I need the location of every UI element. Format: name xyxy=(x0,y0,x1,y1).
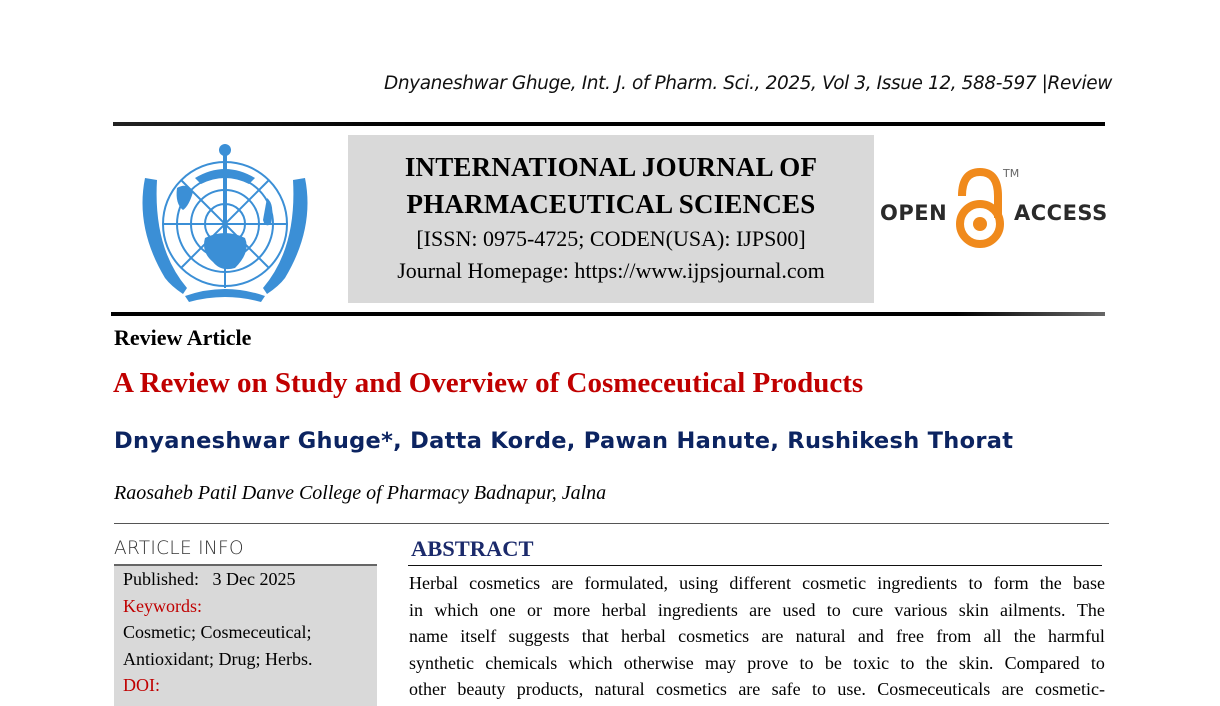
open-access-left: OPEN xyxy=(880,201,948,225)
article-title: A Review on Study and Overview of Cosmeceutical Products xyxy=(113,367,864,399)
open-access-right: ACCESS xyxy=(1014,201,1108,225)
journal-title-line2: PHARMACEUTICAL SCIENCES xyxy=(406,189,816,219)
trademark: TM xyxy=(1003,167,1020,180)
issn-line: [ISSN: 0975-4725; CODEN(USA): IJPS00] xyxy=(416,226,806,251)
journal-title-line1: INTERNATIONAL JOURNAL OF xyxy=(404,152,818,182)
affiliation: Raosaheb Patil Danve College of Pharmacy Badnapur, Jalna xyxy=(114,482,607,504)
abstract-rule xyxy=(408,565,1102,566)
doi-label: DOI: xyxy=(123,675,160,695)
abstract-line: in which one or more herbal ingredients are used to cure various skin ailments. The xyxy=(409,599,1105,620)
section-divider xyxy=(114,523,1109,524)
open-access-logo xyxy=(880,164,1110,254)
keywords-label: Keywords: xyxy=(123,595,202,616)
keywords-line-2: Antioxidant; Drug; Herbs. xyxy=(123,648,313,669)
journal-homepage[interactable]: Journal Homepage: https://www.ijpsjournal.com xyxy=(397,258,825,283)
open-lock-icon xyxy=(954,166,1006,252)
header-rule-bottom xyxy=(111,312,1105,316)
journal-masthead xyxy=(348,135,874,303)
published-value: 3 Dec 2025 xyxy=(212,569,296,589)
article-info-heading: ARTICLE INFO xyxy=(114,538,244,559)
published-label: Published: xyxy=(123,569,200,589)
running-header: Dnyaneshwar Ghuge, Int. J. of Pharm. Sci., 2025, Vol 3, Issue 12, 588-597 |Review xyxy=(384,73,1112,94)
abstract-line: name itself suggests that herbal cosmetics are natural and free from all the harmful xyxy=(409,626,1105,646)
globe-caduceus-logo-icon xyxy=(125,138,325,306)
abstract-line: Herbal cosmetics are formulated, using different cosmetic ingredients to form the base xyxy=(409,573,1105,593)
article-info-box xyxy=(114,564,377,706)
header-rule-top xyxy=(113,122,1105,126)
published-row xyxy=(114,566,377,593)
abstract-body xyxy=(409,570,1105,703)
abstract-heading: ABSTRACT xyxy=(411,536,534,561)
journal-title xyxy=(348,149,874,223)
abstract-line: synthetic chemicals which otherwise may prove to be toxic to the skin. Compared to xyxy=(409,652,1105,673)
abstract-line: other beauty products, natural cosmetics are safe to use. Cosmeceuticals are cosmetic- xyxy=(409,679,1105,699)
article-type: Review Article xyxy=(114,325,252,350)
author-list: Dnyaneshwar Ghuge*, Datta Korde, Pawan Hanute, Rushikesh Thorat xyxy=(114,428,1014,454)
keywords-line-1: Cosmetic; Cosmeceutical; xyxy=(123,622,312,642)
